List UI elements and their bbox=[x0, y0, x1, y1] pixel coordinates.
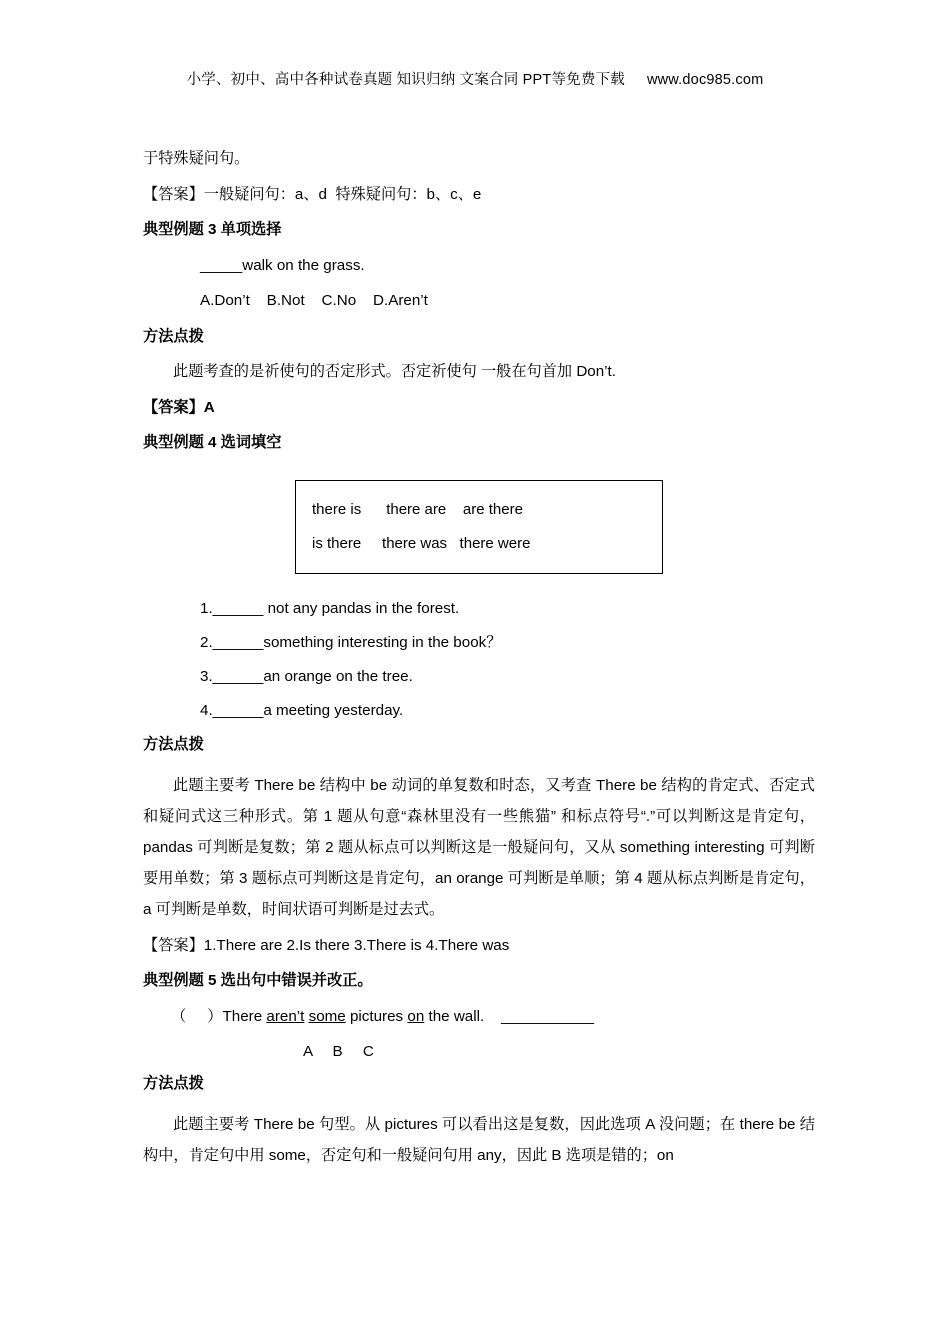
word-bank-row-1: there is there are are there bbox=[312, 501, 523, 518]
answer-3: 【答案】A bbox=[143, 398, 215, 416]
method-tip-label-1: 方法点拨 bbox=[143, 327, 204, 345]
example-5-stem bbox=[143, 1006, 815, 1028]
question-4: 4.______a meeting yesterday. bbox=[200, 702, 404, 719]
word-bank-box bbox=[295, 480, 663, 574]
example-5-stem-post: the wall. ___________ bbox=[424, 1007, 595, 1025]
method-tip-label-2: 方法点拨 bbox=[143, 736, 204, 753]
header-site-url: www.doc985.com bbox=[646, 72, 764, 88]
example-5-underline-a: aren’t bbox=[266, 1007, 305, 1025]
example-4-question-list bbox=[143, 598, 815, 722]
example-5-space-2: pictures bbox=[345, 1007, 408, 1025]
example-5-underline-b: some bbox=[308, 1007, 346, 1025]
question-2: 2.______something interesting in the book？ bbox=[200, 634, 502, 651]
method-tip-text-3: 此题主要考 There be 句型。从 pictures 可以看出这是复数，因此选项 A 没问题；在 there be 结构中，肯定句中用 some，否定句和一般疑问句用 any，因此 B 选项是错的；on bbox=[143, 1115, 815, 1164]
example-4-title: 典型例题 4 选词填空 bbox=[143, 434, 282, 451]
paragraph-continuation: 于特殊疑问句。 bbox=[143, 150, 250, 167]
example-5-underline-c: on bbox=[407, 1007, 425, 1025]
method-tip-text-2: 此题主要考 There be 结构中 be 动词的单复数和时态，又考查 There be 结构的肯定式、否定式和疑问式这三种形式。第 1 题从句意“森林里没有一些熊猫” 和标点符号“.”可以判断这是肯定句，pandas 可判断是复数；第 2 题从标点可以判断这是一般疑问句，又从 something interesting 可判断要用单数；第 3 题标点可判断这是肯定句，an orange 可判断是单顺；第 4 题从标点判断是肯定句，a 可判断是单数，时间状语可判断是过去式。 bbox=[143, 776, 815, 918]
word-bank-box-wrapper bbox=[143, 480, 815, 574]
example-3-stem: _____walk on the grass. bbox=[200, 256, 365, 274]
word-bank-row-2: is there there was there were bbox=[312, 535, 531, 552]
question-1: 1.______ not any pandas in the forest. bbox=[200, 600, 460, 617]
header-banner-text: 小学、初中、高中各种试卷真题 知识归纳 文案合同 PPT等免费下载 bbox=[186, 72, 625, 88]
example-5-stem-pre: （ ）There bbox=[171, 1007, 267, 1025]
example-5-abc-markers: A B C bbox=[303, 1042, 382, 1060]
question-3: 3.______an orange on the tree. bbox=[200, 668, 413, 685]
example-3-title: 典型例题 3 单项选择 bbox=[143, 221, 282, 238]
document-content bbox=[143, 148, 815, 1175]
example-5-title: 典型例题 5 选出句中错误并改正。 bbox=[143, 972, 373, 989]
answer-line-2: 【答案】一般疑问句：a、d 特殊疑问句：b、c、e bbox=[143, 185, 482, 203]
method-tip-text-1: 此题考查的是祈使句的否定形式。否定祈使句 一般在句首加 Don’t. bbox=[173, 363, 616, 380]
example-3-options: A.Don’t B.Not C.No D.Aren’t bbox=[200, 292, 428, 309]
answer-4: 【答案】1.There are 2.Is there 3.There is 4.There was bbox=[143, 936, 510, 954]
page-header-banner bbox=[0, 68, 950, 89]
method-tip-label-3: 方法点拨 bbox=[143, 1075, 204, 1093]
